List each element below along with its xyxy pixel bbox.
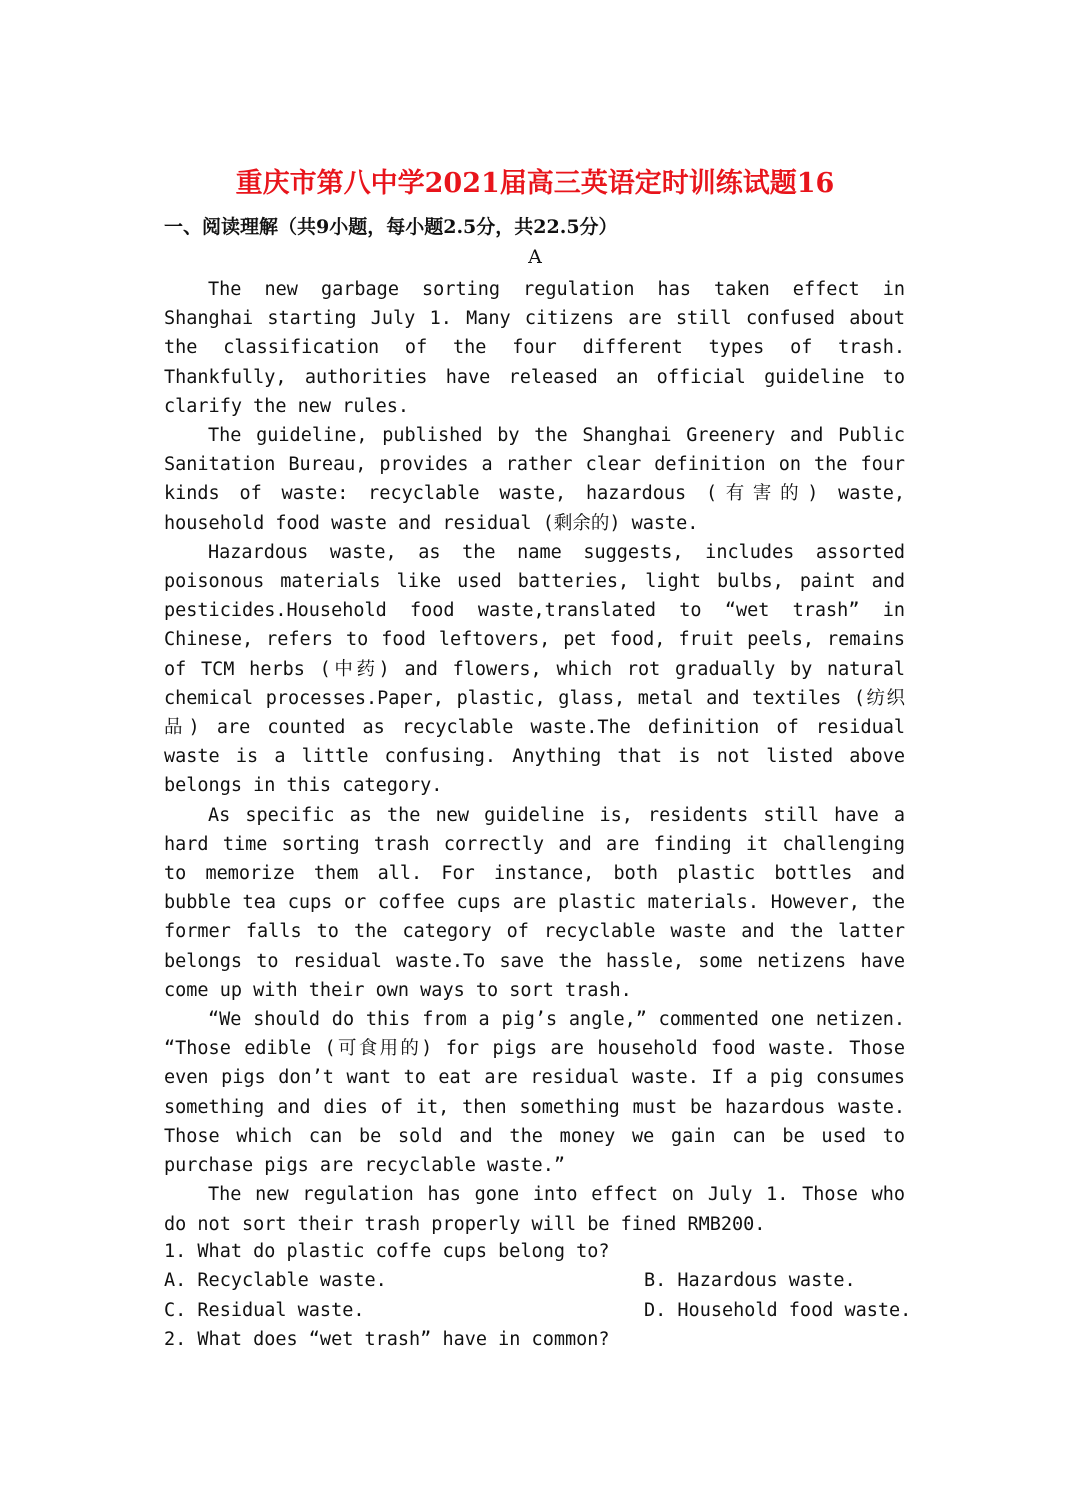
paragraph: The new garbage sorting regulation has taken effect in Shanghai starting July 1. Many citizens are still confused about the classification of the four different types of trash. Thankfully, authorities have released an official guideline to clarify the new rules. [164,279,905,417]
passage-body [164,275,905,1239]
question [164,1237,924,1325]
paragraph: “We should do this from a pig’s angle,” commented one netizen. “Those edible (可食用的) for pigs are household food waste. Those even pigs don’t want to eat are residual waste. If a pig consumes something and dies of it, then something must be hazardous waste. Those which can be sold and the money we gain can be used to purchase pigs are recyclable waste.” [164,1009,905,1177]
option-row [164,1296,924,1325]
question-list [164,1237,924,1355]
option-a: A. Recyclable waste. [164,1270,387,1292]
option-c: C. Residual waste. [164,1299,365,1321]
document-title: 重庆市第八中学2021届高三英语定时训练试题16 [235,168,835,199]
option-b: B. Hazardous waste. [644,1270,856,1292]
paragraph: The new regulation has gone into effect on July 1. Those who do not sort their trash properly will be fined RMB200. [164,1184,905,1235]
question-stem: 1. What do plastic coffe cups belong to? [164,1241,610,1262]
paragraph: Hazardous waste, as the name suggests, includes assorted poisonous materials like used batteries, light bulbs, paint and pesticides.Household food waste,translated to “wet trash” in Chinese, refers to food leftovers, pet food, fruit peels, remains of TCM herbs (中药) and flowers, which rot gradually by natural chemical processes.Paper, plastic, glass, metal and textiles (纺织品) are counted as recyclable waste.The definition of residual waste is a little confusing. Anything that is not listed above belongs in this category. [164,541,905,797]
passage-label: A [528,246,542,268]
option-row [164,1266,924,1295]
section-heading: 一、阅读理解（共9小题，每小题2.5分，共22.5分） [164,216,618,238]
question [164,1325,924,1354]
paragraph: The guideline, published by the Shanghai Greenery and Public Sanitation Bureau, provides a rather clear definition on the four kinds of waste: recyclable waste, hazardous (有害的) waste, household food waste and residual (剩余的) waste. [164,425,905,534]
question-stem: 2. What does “wet trash” have in common? [164,1329,610,1351]
option-d: D. Household food waste. [644,1299,912,1321]
paragraph: As specific as the new guideline is, residents still have a hard time sorting trash correctly and are finding it challenging to memorize them all. For instance, both plastic bottles and bubble tea cups or coffee cups are plastic materials. However, the former falls to the category of recyclable waste and the latter belongs to residual waste.To save the hassle, some netizens have come up with their own ways to sort trash. [164,804,905,1001]
